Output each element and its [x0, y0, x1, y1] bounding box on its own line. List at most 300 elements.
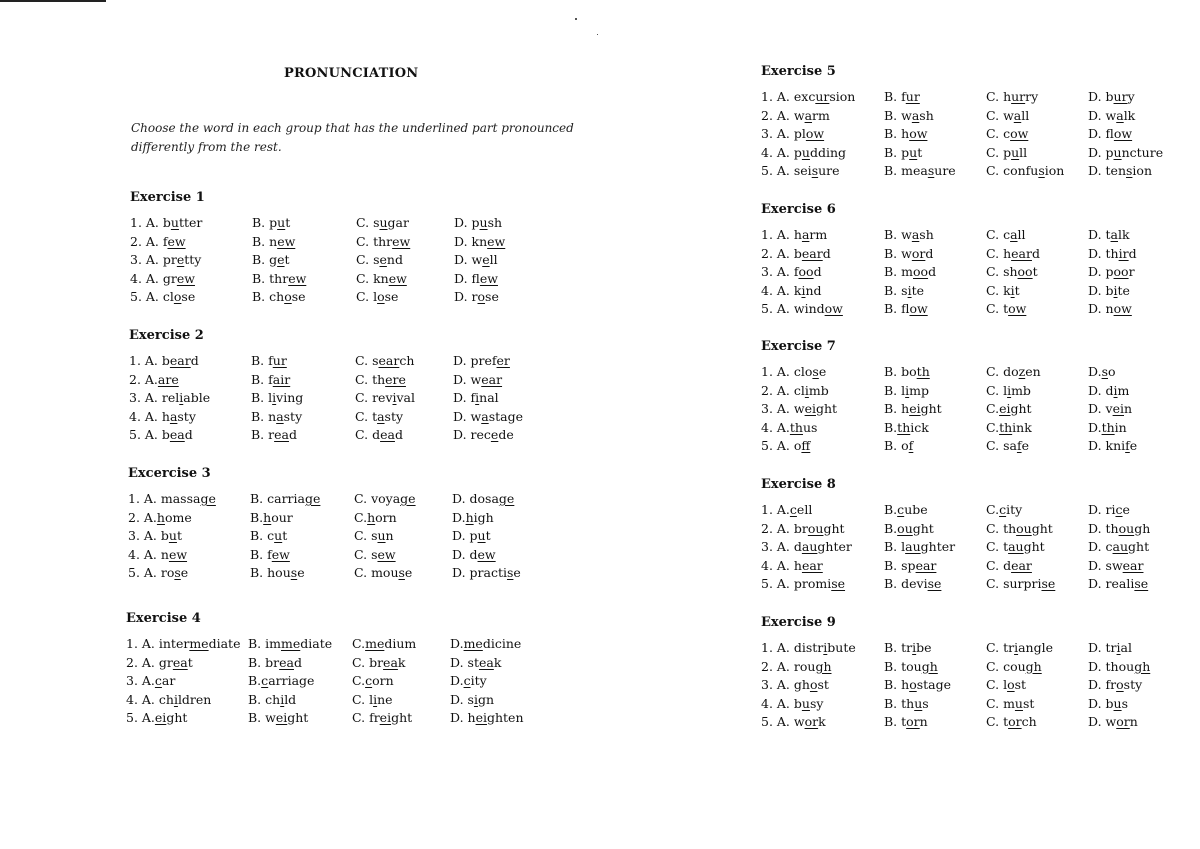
option-text: C. t — [986, 301, 1009, 316]
option-text: 3. A. b — [128, 528, 169, 543]
option-text: ion — [1044, 163, 1065, 178]
underlined-part: u — [168, 528, 177, 543]
underlined-part: a — [911, 107, 920, 123]
underlined-part: c — [154, 673, 162, 688]
option-text: B. fl — [884, 301, 910, 316]
exercise-title: Exercise 7 — [761, 339, 836, 354]
option-text: nd — [386, 252, 403, 267]
answer-option — [355, 371, 453, 390]
exercise-5 — [761, 64, 1178, 181]
answer-option — [450, 635, 540, 654]
option-text: C. s — [354, 546, 378, 562]
option-text: C. rev — [355, 390, 393, 405]
option-text: 3. A. w — [761, 401, 805, 416]
option-text: se — [384, 289, 399, 304]
option-text: tty — [184, 252, 202, 267]
option-text: e — [818, 364, 827, 379]
underlined-part: ea — [172, 654, 188, 670]
option-text: D. — [1088, 419, 1102, 435]
option-text: sh — [919, 227, 934, 242]
option-text: B. w — [248, 710, 276, 725]
question-row — [128, 527, 542, 546]
underlined-part: oo — [1017, 264, 1033, 279]
option-text: D. w — [453, 371, 482, 387]
option-text: C. l — [986, 382, 1008, 398]
answer-option — [452, 546, 542, 565]
question-row — [761, 245, 1178, 264]
underlined-part: se — [1134, 576, 1149, 591]
page-title: PRONUNCIATION — [284, 66, 419, 81]
option-text: bute — [827, 640, 856, 655]
option-text: 1. A. distr — [761, 640, 824, 655]
option-text: C. mou — [354, 565, 399, 580]
answer-option — [884, 263, 986, 282]
answer-option — [1088, 695, 1178, 714]
underlined-part: ge — [200, 491, 216, 506]
option-text: te — [1117, 282, 1130, 298]
underlined-part: i — [1007, 382, 1012, 398]
answer-option — [355, 352, 453, 371]
underlined-part: u — [801, 695, 810, 711]
underlined-part: s — [506, 565, 514, 580]
question-row — [129, 389, 543, 408]
option-text: B. p — [252, 215, 278, 230]
underlined-part: ew — [176, 270, 195, 286]
underlined-part: ge — [400, 491, 416, 506]
option-text: t — [917, 144, 923, 160]
option-text: sh — [919, 107, 934, 123]
option-text: 4. A. — [761, 419, 790, 435]
option-text: 2. A. — [129, 371, 158, 387]
question-row — [761, 162, 1178, 181]
underlined-part: a — [911, 227, 920, 242]
answer-option — [356, 270, 454, 289]
option-text: D. thou — [1088, 658, 1135, 674]
question-row — [761, 107, 1178, 126]
exercise-title: Exercise 8 — [761, 477, 836, 492]
option-text: d — [184, 427, 193, 442]
underlined-part: ear — [378, 353, 400, 368]
answer-option — [884, 300, 986, 319]
answer-option — [252, 233, 356, 252]
option-text: 1. A. b — [130, 215, 171, 230]
option-text: D. n — [1088, 301, 1114, 316]
option-text: D. fr — [1088, 677, 1117, 692]
option-text: 3. A. pl — [761, 126, 806, 141]
option-text: 3. A. rel — [129, 390, 180, 405]
option-text: gh — [1134, 520, 1151, 536]
answer-option — [884, 538, 986, 557]
underlined-part: a — [1013, 107, 1022, 123]
underlined-part: c — [1115, 502, 1123, 517]
option-text: 1. A. b — [129, 353, 170, 368]
answer-option — [250, 564, 354, 583]
option-text: B. l — [884, 382, 906, 398]
option-text: ght — [166, 710, 188, 725]
answer-option — [1088, 400, 1178, 419]
option-text: ch — [399, 353, 415, 368]
answer-option — [129, 389, 251, 408]
option-text: C. cou — [986, 658, 1026, 674]
underlined-part: ere — [385, 371, 406, 387]
option-text: e — [297, 565, 305, 580]
answer-option — [454, 233, 544, 252]
option-text: C. fr — [352, 710, 380, 725]
answer-option — [126, 672, 248, 691]
answer-option — [130, 233, 252, 252]
underlined-part: ew — [288, 270, 307, 286]
option-text: C. k — [986, 282, 1011, 298]
option-text: C. d — [355, 427, 381, 442]
underlined-part: i — [475, 390, 480, 405]
option-text: ghter — [817, 539, 852, 554]
underlined-part: oo — [913, 264, 929, 279]
answer-option — [986, 557, 1088, 576]
answer-option — [250, 546, 354, 565]
option-text: D. d — [452, 546, 478, 562]
answer-option — [126, 654, 248, 673]
question-row — [761, 538, 1178, 557]
answer-option — [884, 282, 986, 301]
underlined-part: ei — [1112, 401, 1124, 416]
answer-option — [884, 520, 986, 539]
option-text: ght — [391, 710, 413, 725]
underlined-part: th — [897, 419, 911, 435]
option-text: B. tr — [884, 640, 913, 655]
option-text: ght — [823, 520, 845, 536]
exercise-7 — [761, 339, 1178, 456]
option-text: 5. A. cl — [130, 289, 174, 304]
answer-option — [1088, 437, 1178, 456]
answer-option — [452, 564, 542, 583]
option-text: B. devi — [884, 576, 928, 591]
answer-option — [1088, 162, 1178, 181]
option-text: D. — [450, 636, 464, 651]
underlined-part: i — [1014, 640, 1019, 655]
underlined-part: ow — [1113, 126, 1133, 141]
option-text: st — [1014, 677, 1027, 692]
option-text: ick — [910, 419, 929, 435]
underlined-part: au — [1112, 539, 1129, 554]
underlined-part: a — [1116, 107, 1124, 123]
underlined-part: air — [272, 371, 291, 387]
answer-option — [986, 125, 1088, 144]
underlined-part: or — [1116, 714, 1130, 729]
underlined-part: are — [157, 371, 179, 387]
answer-option — [986, 263, 1088, 282]
option-text: st — [817, 677, 829, 692]
answer-option — [453, 371, 543, 390]
underlined-part: gh — [815, 658, 832, 674]
question-row — [130, 214, 544, 233]
underlined-part: oo — [1113, 264, 1129, 279]
option-text: ld — [284, 691, 297, 707]
underlined-part: u — [801, 144, 810, 160]
option-text: C. br — [352, 654, 384, 670]
option-text: k — [397, 654, 406, 670]
option-text: B. g — [252, 252, 278, 267]
exercise-4 — [126, 611, 540, 728]
answer-option — [986, 501, 1088, 520]
option-text: s — [922, 695, 929, 711]
underlined-part: c — [463, 673, 471, 688]
answer-option — [1088, 538, 1178, 557]
answer-option — [252, 214, 356, 233]
option-text: ome — [164, 509, 192, 525]
option-text: ght — [1031, 520, 1053, 536]
answer-option — [356, 233, 454, 252]
option-text: 4. A. gr — [130, 270, 177, 286]
underlined-part: a — [801, 227, 810, 242]
option-text: diate — [208, 636, 241, 651]
answer-option — [1088, 382, 1178, 401]
underlined-part: ea — [169, 427, 185, 442]
answer-option — [130, 270, 252, 289]
option-text: 1. A. h — [761, 227, 802, 242]
option-text: rm — [812, 107, 830, 123]
question-row — [126, 672, 540, 691]
option-text: 5. A. w — [761, 714, 805, 729]
option-text: able — [183, 390, 211, 405]
option-text: B. m — [884, 264, 913, 279]
underlined-part: o — [377, 289, 385, 304]
option-text: 3. A. — [126, 673, 155, 688]
answer-option — [1088, 639, 1178, 658]
underlined-part: se — [1041, 576, 1056, 591]
answer-option — [450, 654, 540, 673]
underlined-part: ei — [275, 710, 288, 725]
answer-option — [884, 437, 986, 456]
option-text: t — [187, 654, 193, 670]
option-text: B. br — [248, 654, 280, 670]
question-row — [128, 546, 542, 565]
exercise-title: Exercise 5 — [761, 64, 836, 79]
option-text: e — [1021, 438, 1029, 453]
option-text: lk — [1123, 107, 1136, 123]
exercise-3 — [128, 466, 542, 583]
option-text: C. c — [986, 126, 1011, 141]
option-text: ncture — [1121, 144, 1164, 160]
underlined-part: gh — [921, 658, 938, 674]
answer-option — [986, 639, 1088, 658]
answer-option — [761, 107, 884, 126]
underlined-part: gh — [1134, 658, 1151, 674]
option-text: D. b — [1088, 282, 1114, 298]
option-text: D. c — [1088, 539, 1113, 554]
option-text: se — [291, 289, 306, 304]
question-row — [761, 363, 1178, 382]
option-text: C. th — [986, 520, 1017, 536]
answer-option — [354, 564, 452, 583]
underlined-part: ei — [999, 401, 1011, 416]
option-text: d — [1031, 245, 1040, 261]
underlined-part: ew — [487, 233, 506, 249]
option-text: 1. A. massa — [128, 491, 201, 506]
answer-option — [352, 635, 450, 654]
answer-option — [986, 538, 1088, 557]
option-text: C. sh — [986, 264, 1018, 279]
answer-option — [884, 575, 986, 594]
underlined-part: o — [477, 289, 486, 304]
underlined-part: u — [1011, 144, 1020, 160]
option-text: B. l — [251, 390, 273, 405]
option-text: d — [288, 427, 297, 442]
option-text: 4. A. p — [761, 144, 802, 160]
option-text: B. ch — [252, 289, 285, 304]
option-text: ghten — [486, 710, 524, 725]
option-text: B. — [248, 673, 262, 688]
underlined-part: ur — [1011, 89, 1026, 104]
option-text: 4. A. b — [761, 695, 802, 711]
option-text: t — [176, 528, 182, 543]
answer-option — [1088, 575, 1178, 594]
question-row — [761, 713, 1178, 732]
underlined-part: ear — [1122, 557, 1144, 573]
answer-option — [130, 214, 252, 233]
option-text: D. t — [1088, 227, 1111, 242]
question-row — [129, 426, 543, 445]
question-row — [761, 639, 1178, 658]
answer-option — [352, 654, 450, 673]
underlined-part: f — [1016, 438, 1022, 453]
question-row — [761, 400, 1178, 419]
underlined-part: me — [365, 636, 385, 651]
answer-option — [986, 245, 1088, 264]
underlined-part: ear — [1011, 557, 1032, 573]
option-text: C. voya — [354, 491, 401, 506]
option-text: dium — [384, 636, 417, 651]
answer-option — [453, 352, 543, 371]
answer-option — [250, 490, 354, 509]
option-text: D. w — [453, 408, 482, 424]
option-text: 4. A. k — [761, 282, 802, 298]
answer-option — [454, 270, 544, 289]
option-text: D. ten — [1088, 163, 1126, 178]
option-text: n — [919, 714, 928, 729]
option-text: s — [1121, 695, 1129, 711]
underlined-part: i — [373, 691, 378, 707]
answer-option — [450, 691, 540, 710]
option-text: ght — [1023, 539, 1045, 554]
underlined-part: c — [897, 502, 905, 517]
option-text: 5. A. ro — [128, 565, 175, 580]
question-row — [129, 352, 543, 371]
option-text: 2. A. br — [761, 520, 808, 536]
option-text: ion — [1132, 163, 1152, 178]
option-text: r — [1128, 264, 1135, 279]
question-row — [761, 695, 1178, 714]
option-text: orn — [375, 509, 397, 525]
underlined-part: e — [379, 252, 387, 267]
underlined-part: se — [831, 576, 846, 591]
answer-option — [986, 713, 1088, 732]
answer-option — [986, 144, 1088, 163]
underlined-part: e — [176, 252, 185, 267]
option-text: our — [271, 509, 293, 525]
option-text: 3. A. gh — [761, 677, 810, 692]
option-text: D. s — [450, 691, 474, 707]
answer-option — [248, 672, 352, 691]
option-text: B. bo — [884, 364, 917, 379]
option-text: C. h — [986, 89, 1012, 104]
option-text: t — [1032, 264, 1038, 279]
option-text: B. carria — [250, 491, 305, 506]
question-row — [761, 658, 1178, 677]
option-text: d — [1128, 245, 1137, 261]
option-text: ell — [796, 502, 813, 517]
exercise-title: Exercise 9 — [761, 615, 836, 630]
option-text: D. b — [1088, 89, 1114, 104]
option-text: d — [293, 654, 302, 670]
question-row — [130, 233, 544, 252]
underlined-part: ge — [498, 491, 515, 506]
option-text: en — [1025, 364, 1041, 379]
answer-option — [1088, 676, 1178, 695]
answer-option — [355, 408, 453, 427]
option-text: B. o — [884, 438, 909, 453]
answer-option — [761, 538, 884, 557]
underlined-part: ear — [801, 245, 823, 261]
option-text: sion — [829, 89, 856, 104]
underlined-part: i — [1010, 282, 1015, 298]
option-text: B. r — [251, 427, 275, 442]
option-text: in — [1114, 419, 1127, 435]
exercise-1 — [130, 190, 544, 307]
underlined-part: i — [823, 640, 828, 655]
option-text: mb — [808, 382, 829, 398]
option-text: tter — [178, 215, 203, 230]
option-text: se — [181, 289, 196, 304]
underlined-part: u — [1014, 695, 1023, 711]
answer-option — [454, 288, 544, 307]
option-text: D. dosa — [452, 491, 499, 506]
question-row — [128, 564, 542, 583]
option-text: D. pref — [453, 353, 497, 368]
option-text: C. l — [352, 691, 374, 707]
underlined-part: o — [809, 677, 818, 692]
option-text: gn — [477, 691, 495, 707]
scan-speck — [597, 34, 598, 35]
answer-option — [761, 437, 884, 456]
underlined-part: z — [1018, 364, 1026, 379]
option-text: us — [802, 419, 818, 435]
underlined-part: f — [1125, 438, 1130, 453]
option-text: C. tr — [986, 640, 1015, 655]
exercise-title: Excercise 3 — [128, 466, 211, 481]
answer-option — [986, 695, 1088, 714]
underlined-part: me — [280, 636, 301, 651]
underlined-part: ou — [897, 520, 913, 536]
question-row — [761, 557, 1178, 576]
answer-option — [1088, 282, 1178, 301]
underlined-part: o — [173, 289, 182, 304]
option-text: D. f — [453, 390, 476, 405]
answer-option — [1088, 300, 1178, 319]
underlined-part: ew — [271, 546, 290, 562]
option-text: sty — [177, 408, 196, 424]
underlined-part: o — [1116, 677, 1124, 692]
answer-option — [248, 635, 352, 654]
option-text: D. p — [1088, 144, 1114, 160]
underlined-part: c — [999, 502, 1007, 517]
exercise-title: Exercise 2 — [129, 328, 204, 343]
underlined-part: i — [801, 282, 806, 298]
option-text: B. n — [252, 233, 278, 249]
underlined-part: ow — [1113, 301, 1132, 316]
question-row — [761, 144, 1178, 163]
answer-option — [986, 162, 1088, 181]
underlined-part: ou — [1016, 520, 1032, 536]
